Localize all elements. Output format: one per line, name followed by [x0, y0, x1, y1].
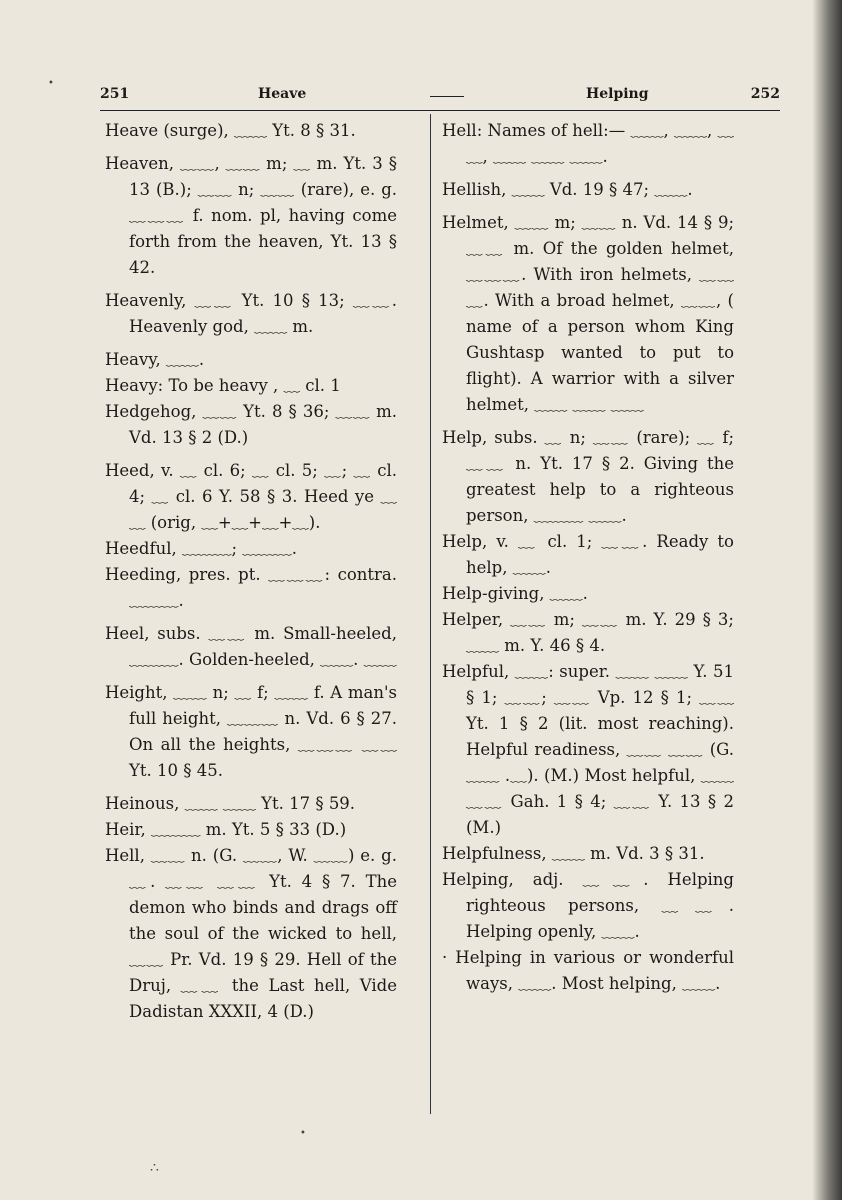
header-dash — [430, 96, 464, 97]
header-rule — [100, 110, 780, 111]
entry-heinous: Heinous, ﹏﹏ ﹏﹏ Yt. 17 § 59. — [105, 794, 356, 813]
speck-mark: • — [300, 1128, 306, 1139]
speck-mark: • — [48, 78, 54, 89]
entry-heir: Heir, ﹏﹏﹏ m. Yt. 5 § 33 (D.) — [105, 820, 347, 839]
entry-heeding: Heeding, pres. pt. ﹏﹏﹏: contra. ﹏﹏﹏. — [105, 565, 397, 610]
left-guide-word: Heave — [258, 86, 307, 102]
right-column — [442, 118, 734, 997]
column-divider — [430, 114, 431, 1114]
entry-help-verb: Help, v. ﹏ cl. 1; ﹏﹏. Ready to help, ﹏﹏. — [442, 532, 734, 577]
right-page-number: 252 — [750, 86, 780, 102]
entry-heavy: Heavy, ﹏﹏. — [105, 350, 205, 369]
entry-hellish: Hellish, ﹏﹏ Vd. 19 § 47; ﹏﹏. — [442, 180, 693, 199]
running-header — [100, 86, 780, 108]
entry-helping-adj: Helping, adj. ﹏﹏. Helping righteous persons, ﹏﹏. Helping openly, ﹏﹏. — [442, 870, 734, 941]
entry-heaven: Heaven, ﹏﹏, ﹏﹏ m; ﹏ m. Yt. 3 § 13 (B.); ﹏﹏ n; ﹏﹏ (rare), e. g. ﹏﹏﹏ f. nom. pl, having come forth from the heaven, Yt. 13 § 42. — [105, 154, 397, 277]
entry-helpful: Helpful, ﹏﹏: super. ﹏﹏ ﹏﹏ Y. 51 § 1; ﹏﹏; ﹏﹏ Vp. 12 § 1; ﹏﹏ Yt. 1 § 2 (lit. most reaching). Helpful readiness, ﹏﹏ ﹏﹏ (G. ﹏﹏ .﹏). (M.) Most helpful, ﹏﹏ ﹏﹏ Gah. 1 § 4; ﹏﹏ Y. 13 § 2 (M.) — [442, 662, 734, 837]
entry-heel: Heel, subs. ﹏﹏ m. Small-heeled, ﹏﹏﹏. Golden-heeled, ﹏﹏. ﹏﹏ — [105, 624, 397, 669]
entry-heed: Heed, v. ﹏ cl. 6; ﹏ cl. 5; ﹏; ﹏ cl. 4; ﹏ cl. 6 Y. 58 § 3. Heed ye ﹏﹏ (orig, ﹏+﹏+﹏+﹏). — [105, 461, 397, 532]
entry-help-subs: Help, subs. ﹏ n; ﹏﹏ (rare); ﹏ f; ﹏﹏ n. Yt. 17 § 2. Giving the greatest help to a righteous person, ﹏﹏﹏ ﹏﹏. — [442, 428, 734, 525]
entry-hell: Hell, ﹏﹏ n. (G. ﹏﹏, W. ﹏﹏) e. g. ﹏. ﹏﹏ ﹏﹏ Yt. 4 § 7. The demon who binds and drags off the soul of the wicked to hell, ﹏﹏ Pr. Vd. 19 § 29. Hell of the Druj, ﹏﹏ the Last hell, Vide Dadistan XXXII, 4 (D.) — [105, 846, 397, 1021]
entry-helmet: Helmet, ﹏﹏ m; ﹏﹏ n. Vd. 14 § 9; ﹏﹏ m. Of the golden helmet, ﹏﹏﹏. With iron helmets, ﹏﹏﹏. With a broad helmet, ﹏﹏, ( name of a person whom King Gushtasp wanted to put to flight). A warrior with a silver helmet, ﹏﹏ ﹏﹏ ﹏﹏ — [442, 213, 734, 414]
right-guide-word: Helping — [586, 86, 649, 102]
entry-helper: Helper, ﹏﹏ m; ﹏﹏ m. Y. 29 § 3; ﹏﹏ m. Y. 46 § 4. — [442, 610, 734, 655]
entry-hedgehog: Hedgehog, ﹏﹏ Yt. 8 § 36; ﹏﹏ m. Vd. 13 § 2 (D.) — [105, 402, 397, 447]
entry-hell-names: Hell: Names of hell:— ﹏﹏, ﹏﹏, ﹏﹏, ﹏﹏ ﹏﹏ ﹏﹏. — [442, 121, 734, 166]
entry-heavenly: Heavenly, ﹏﹏ Yt. 10 § 13; ﹏﹏. Heavenly god, ﹏﹏ m. — [105, 291, 397, 336]
entry-heavy-to-be: Heavy: To be heavy , ﹏ cl. 1 — [105, 376, 341, 395]
left-column — [105, 118, 397, 1025]
entry-help-giving: Help-giving, ﹏﹏. — [442, 584, 588, 603]
entry-helpfulness: Helpfulness, ﹏﹏ m. Vd. 3 § 31. — [442, 844, 705, 863]
entry-heave-surge: Heave (surge), ﹏﹏ Yt. 8 § 31. — [105, 121, 356, 140]
page-edge-shadow — [812, 0, 842, 1200]
entry-height: Height, ﹏﹏ n; ﹏ f; ﹏﹏ f. A man's full height, ﹏﹏﹏ n. Vd. 6 § 27. On all the heights, ﹏﹏﹏ ﹏﹏ Yt. 10 § 45. — [105, 683, 397, 780]
entry-heedful: Heedful, ﹏﹏﹏; ﹏﹏﹏. — [105, 539, 298, 558]
speck-mark: ∴ — [150, 1160, 159, 1176]
entry-helping-ways: · Helping in various or wonderful ways, ﹏﹏. Most helping, ﹏﹏. — [442, 948, 734, 993]
left-page-number: 251 — [100, 86, 130, 102]
